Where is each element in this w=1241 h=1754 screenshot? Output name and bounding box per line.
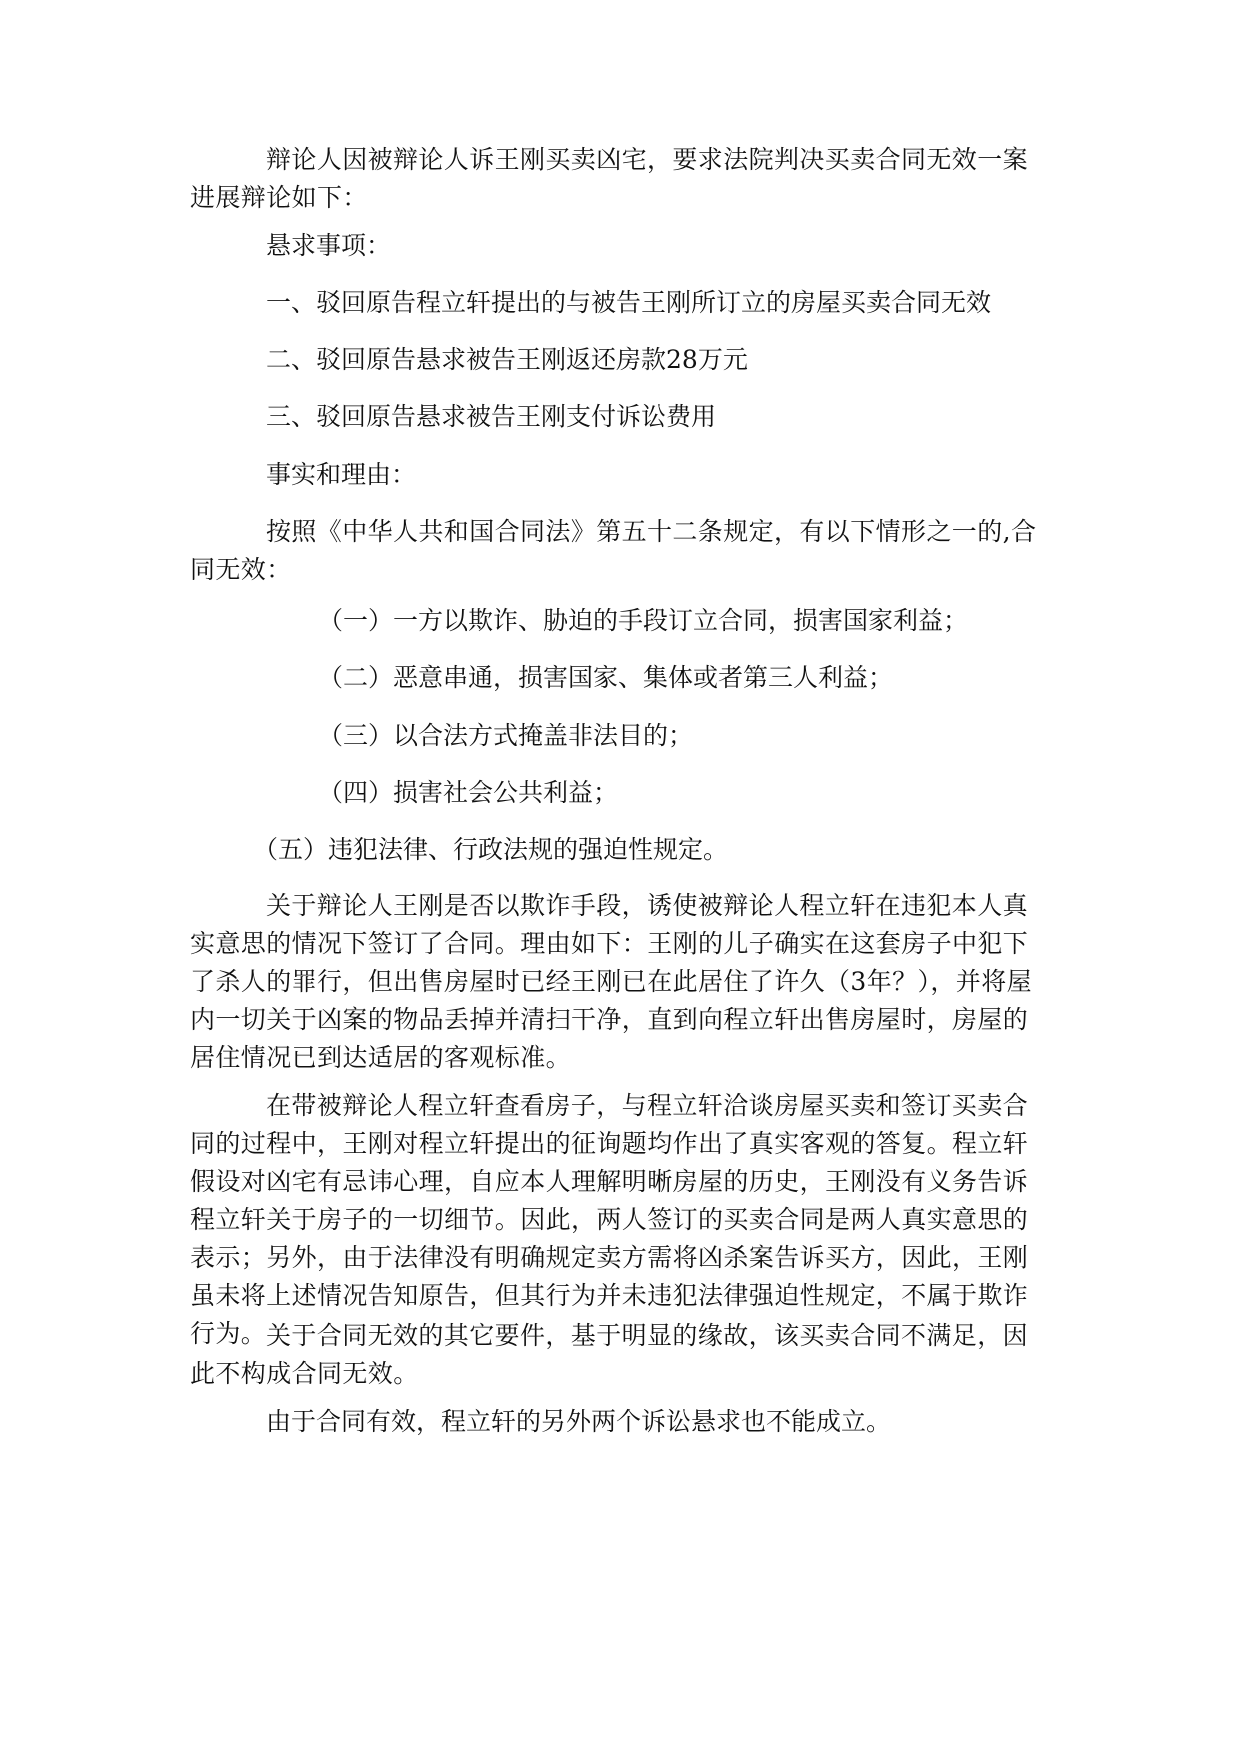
inspection-paragraph: 在带被辩论人程立轩查看房子，与程立轩洽谈房屋买卖和签订买卖合同的过程中，王刚对程立轩提出的征询题均作出了真实客观的答复。程立轩假设对凶宅有忌讳心理，自应本人理解明晰房屋的历史，王刚没有义务告诉程立轩关于房子的一切细节。因此，两人签订的买卖合同是两人真实意思的表示；另外，由于法律没有明确规定卖方需将凶杀案告诉买方，因此，王刚虽未将上述情况告知原告，但其行为并未违犯法律强迫性规定，不属于欺诈行为。	[190, 1091, 1029, 1348]
law-item: （三）以合法方式掩盖非法目的；	[318, 721, 694, 750]
conclusion-paragraph: 由于合同有效，程立轩的另外两个诉讼悬求也不能成立。	[266, 1407, 892, 1436]
facts-heading: 事实和理由：	[266, 460, 417, 489]
other-elements-paragraph: 关于合同无效的其它要件，基于明显的缘故，该买卖合同不满足，因此不构成合同无效。	[190, 1321, 1029, 1388]
law-item: （二）恶意串通，损害国家、集体或者第三人利益；	[318, 663, 894, 692]
law-intro-paragraph: 按照《中华人共和国合同法》第五十二条规定，有以下情形之一的,合同无效：	[190, 517, 1037, 584]
claim-item: 二、驳回原告悬求被告王刚返还房款28万元	[266, 345, 748, 374]
law-item: （五）违犯法律、行政法规的强迫性规定。	[253, 835, 729, 864]
law-item: （四）损害社会公共利益；	[318, 778, 619, 807]
claims-heading: 悬求事项：	[266, 231, 392, 260]
claim-item: 一、驳回原告程立轩提出的与被告王刚所订立的房屋买卖合同无效	[266, 288, 992, 317]
intro-paragraph: 辩论人因被辩论人诉王刚买卖凶宅，要求法院判决买卖合同无效一案进展辩论如下：	[190, 145, 1029, 212]
claim-item: 三、驳回原告悬求被告王刚支付诉讼费用	[266, 402, 717, 431]
law-item: （一）一方以欺诈、胁迫的手段订立合同，损害国家利益；	[318, 606, 969, 635]
fraud-analysis-paragraph: 关于辩论人王刚是否以欺诈手段，诱使被辩论人程立轩在违犯本人真实意思的情况下签订了合同。理由如下：王刚的儿子确实在这套房子中犯下了杀人的罪行，但出售房屋时已经王刚已在此居住了许久（3年？），并将屋内一切关于凶案的物品丢掉并清扫干净，直到向程立轩出售房屋时，房屋的居住情况已到达适居的客观标准。	[190, 891, 1033, 1072]
